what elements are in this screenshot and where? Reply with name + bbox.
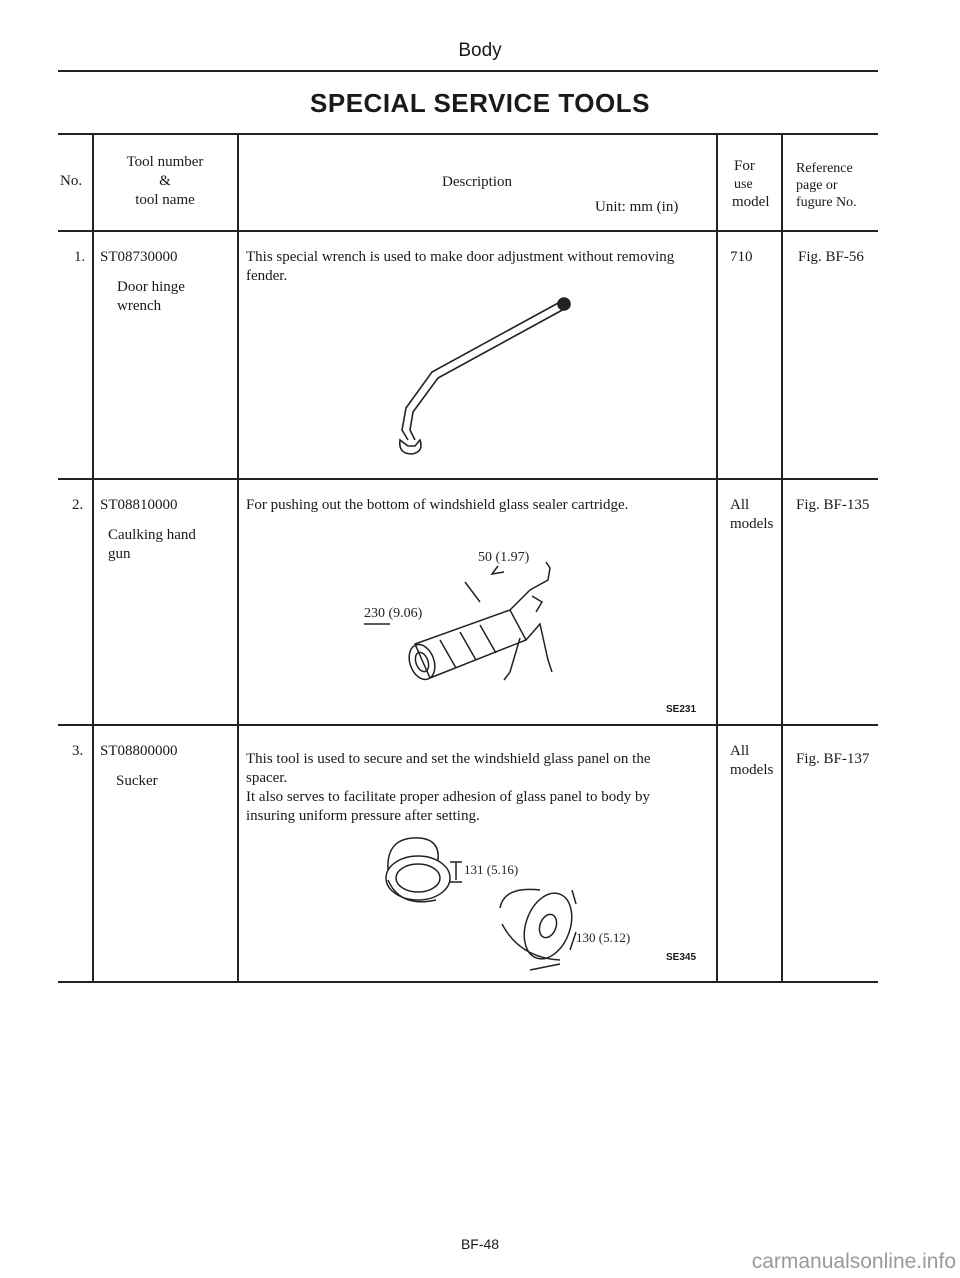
model-line: models — [730, 516, 774, 532]
dimension-label: 130 (5.12) — [576, 930, 631, 945]
reference-figure: Fig. BF-135 — [796, 497, 870, 513]
page-number: BF-48 — [460, 1236, 500, 1252]
dimension-label: 50 (1.97) — [478, 550, 530, 565]
description-line: It also serves to facilitate proper adhesion of glass panel to body by — [246, 789, 651, 805]
header-model-line: use — [734, 177, 753, 192]
header-unit: Unit: mm (in) — [595, 199, 679, 215]
tool-name — [117, 278, 185, 316]
page-title: SPECIAL SERVICE TOOLS — [310, 88, 650, 118]
tool-name-line: Door hinge — [117, 279, 185, 295]
header-tool-line: Tool number — [126, 154, 204, 170]
tool-name — [108, 526, 196, 564]
header-reference-line: fugure No. — [796, 195, 857, 210]
table-top-rule — [58, 133, 878, 135]
header-description: Description — [442, 174, 512, 190]
description-line: This tool is used to secure and set the windshield glass panel on the — [246, 751, 651, 767]
watermark: carmanualsonline.info — [751, 1250, 956, 1273]
tool-number: ST08730000 — [100, 249, 178, 265]
description-line: This special wrench is used to make door adjustment without removing — [246, 249, 675, 265]
column-divider — [781, 133, 783, 982]
header-model-line: For — [734, 158, 755, 174]
for-use-model: 710 — [730, 249, 753, 265]
row-divider — [58, 478, 878, 480]
dimension-label: 230 (9.06) — [364, 606, 423, 621]
header-bottom-rule — [58, 230, 878, 232]
header-tool — [95, 153, 235, 210]
header-tool-line: & — [159, 173, 171, 189]
column-divider — [92, 133, 94, 982]
tool-description: For pushing out the bottom of windshield glass sealer cartridge. — [246, 497, 629, 513]
description-line: fender. — [246, 268, 288, 284]
reference-figure: Fig. BF-137 — [796, 751, 870, 767]
caulking-gun-illustration — [364, 540, 590, 700]
dimension-label: 131 (5.16) — [464, 862, 519, 877]
row-number: 1. — [74, 249, 86, 265]
description-line: insuring uniform pressure after setting. — [246, 808, 480, 824]
tool-name-line: gun — [108, 546, 131, 562]
row-divider — [58, 724, 878, 726]
tool-name-line: wrench — [117, 298, 162, 314]
header-model — [732, 157, 770, 212]
for-use-model — [730, 496, 773, 534]
tool-description — [246, 750, 714, 826]
description-line: spacer. — [246, 770, 288, 786]
column-divider — [716, 133, 718, 982]
sucker-illustration — [380, 830, 640, 980]
tool-description — [246, 248, 714, 286]
section-header: Body — [458, 40, 502, 61]
reference-figure: Fig. BF-56 — [798, 249, 864, 265]
column-divider — [237, 133, 239, 982]
figure-code: SE231 — [666, 704, 697, 715]
header-model-line: model — [732, 194, 770, 210]
model-line: All — [730, 497, 750, 513]
header-reference-line: Reference — [796, 161, 853, 176]
model-line: models — [730, 762, 774, 778]
table-bottom-rule — [58, 981, 878, 983]
tool-number: ST08810000 — [100, 497, 178, 513]
tool-number: ST08800000 — [100, 743, 178, 759]
model-line: All — [730, 743, 750, 759]
tool-name-line: Caulking hand — [108, 527, 196, 543]
figure-code: SE345 — [666, 952, 697, 963]
header-tool-line: tool name — [135, 192, 195, 208]
tool-name: Sucker — [116, 773, 158, 789]
header-reference — [796, 160, 857, 211]
door-hinge-wrench-illustration — [380, 290, 580, 460]
row-number: 2. — [72, 497, 84, 513]
header-rule — [58, 70, 878, 72]
row-number: 3. — [72, 743, 84, 759]
header-no: No. — [60, 173, 83, 189]
for-use-model — [730, 742, 773, 780]
header-reference-line: page or — [796, 178, 838, 193]
